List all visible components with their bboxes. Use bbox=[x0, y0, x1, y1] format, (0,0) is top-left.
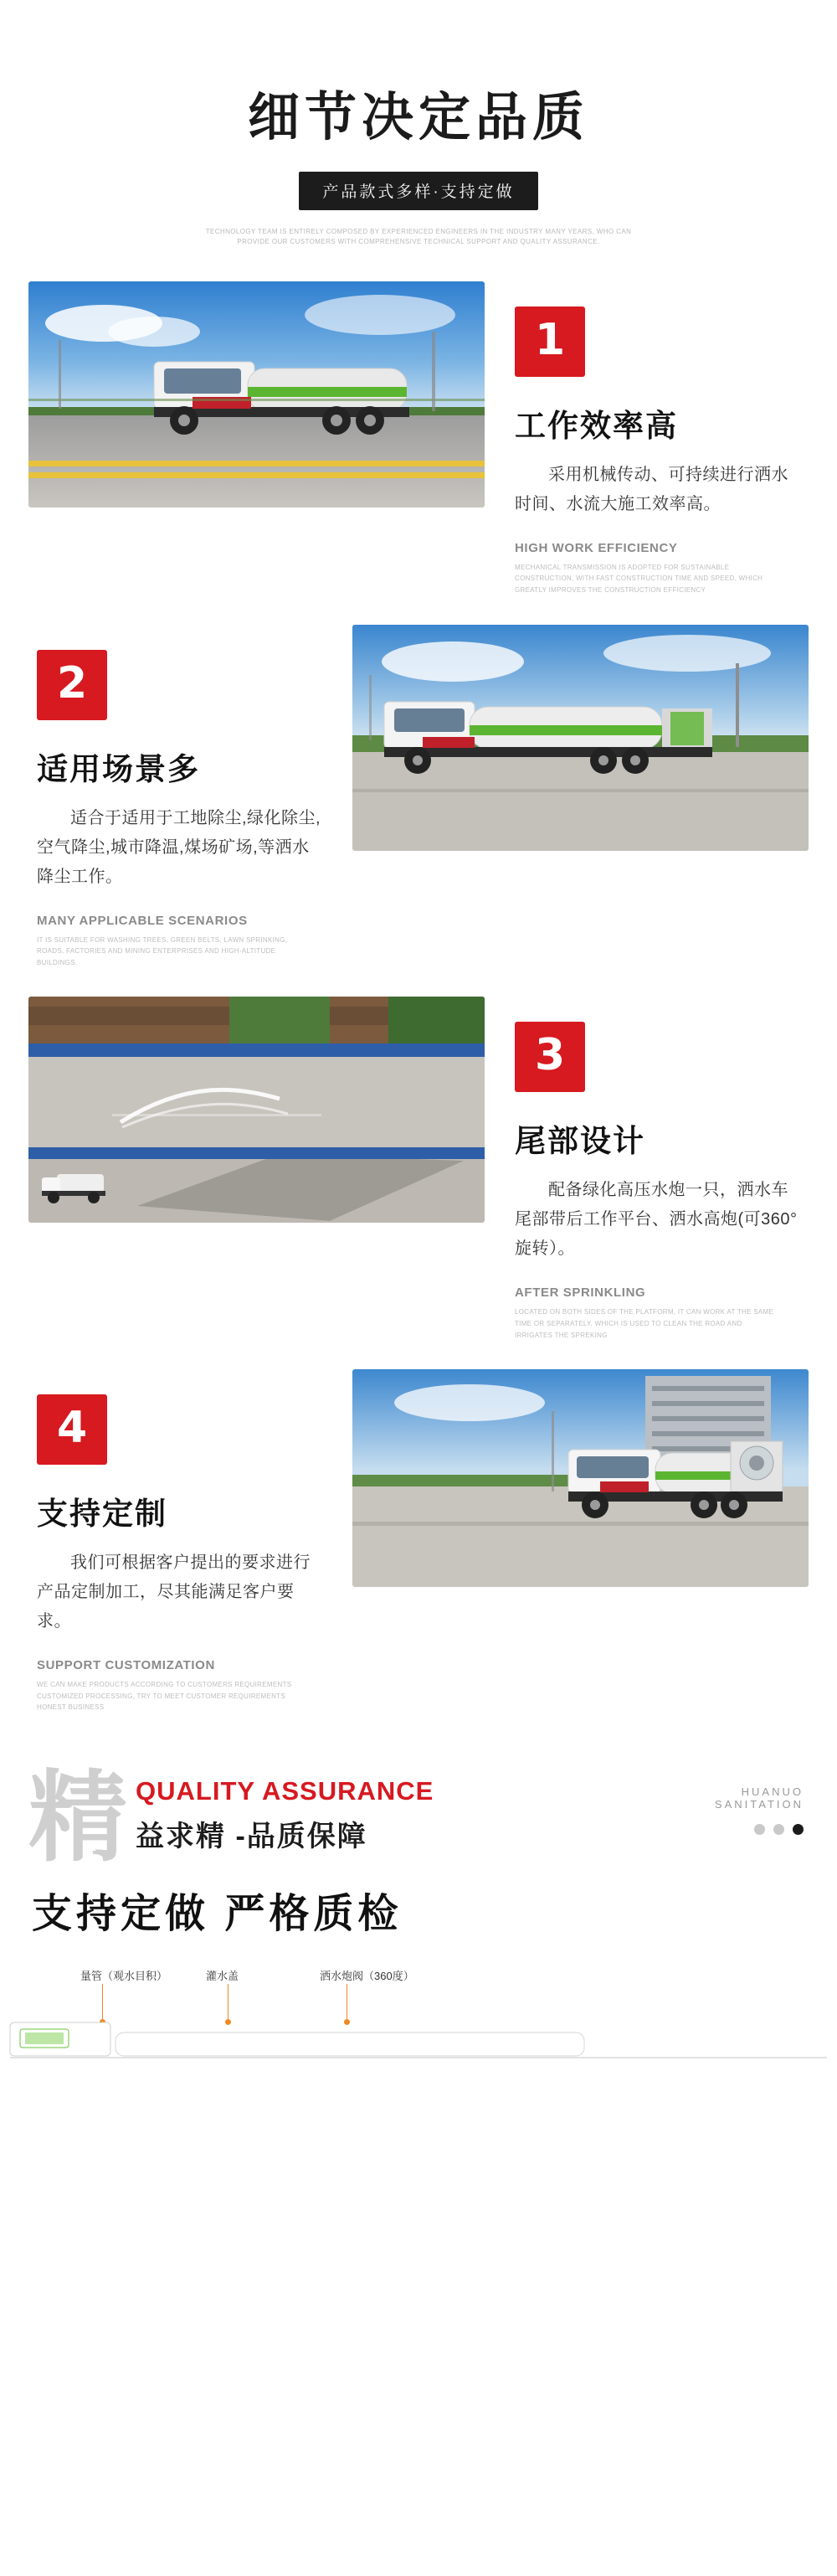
diagram-label-2: 灌水盖 bbox=[206, 1970, 239, 1983]
feature-number-1: 1 bbox=[515, 307, 585, 377]
feature-block-2 bbox=[0, 625, 837, 969]
feature-title-en-4: SUPPORT CUSTOMIZATION bbox=[37, 1658, 215, 1673]
feature-number-2: 2 bbox=[37, 650, 107, 720]
decorative-big-character: 精 bbox=[28, 1759, 128, 1875]
diagram-leader-2 bbox=[228, 1984, 229, 2022]
diagram-label-3: 洒水炮阀（360度） bbox=[320, 1970, 414, 1983]
feature-number-3: 3 bbox=[515, 1022, 585, 1092]
feature-image-1 bbox=[28, 281, 485, 507]
feature-text-1 bbox=[485, 281, 809, 596]
feature-block-4 bbox=[0, 1369, 837, 1713]
feature-title-2: 适用场景多 bbox=[37, 751, 200, 786]
component-diagram bbox=[0, 1967, 837, 2059]
carousel-dot-1[interactable] bbox=[754, 1824, 765, 1835]
feature-text-4 bbox=[28, 1369, 352, 1713]
brand-category: SANITATION bbox=[714, 1797, 804, 1811]
feature-title-en-2: MANY APPLICABLE SCENARIOS bbox=[37, 913, 248, 928]
page-header bbox=[0, 0, 837, 281]
carousel-dot-2[interactable] bbox=[773, 1824, 784, 1835]
feature-desc-4: 我们可根据客户提出的要求进行产品定制加工，尽其能满足客户要求。 bbox=[37, 1553, 311, 1631]
feature-title-4: 支持定制 bbox=[37, 1497, 167, 1532]
feature-block-3 bbox=[0, 997, 837, 1341]
feature-text-3 bbox=[485, 997, 809, 1341]
header-english-note: TECHNOLOGY TEAM IS ENTIRELY COMPOSED BY EXPERIENCED ENGINEERS IN THE INDUSTRY MANY YEARS, WHO CAN PROVIDE OUR CUSTOMERS WITH COMPREHENSIVE TECHNICAL SUPPORT AND QUALITY ASSURANCE. bbox=[205, 228, 632, 246]
quality-assurance-cn: 益求精 -品质保障 bbox=[136, 1821, 367, 1853]
feature-image-2 bbox=[352, 625, 809, 851]
feature-image-3 bbox=[28, 997, 485, 1223]
truck-line-drawing bbox=[8, 2021, 829, 2059]
brand-name: HUANUO bbox=[741, 1785, 804, 1798]
quality-banner bbox=[0, 1742, 837, 1939]
diagram-truck-outline bbox=[8, 2021, 829, 2059]
carousel-dots[interactable] bbox=[715, 1824, 804, 1835]
feature-number-4: 4 bbox=[37, 1394, 107, 1465]
diagram-leader-1 bbox=[102, 1984, 103, 2022]
diagram-labels bbox=[28, 1967, 809, 1996]
footer-slogan: 支持定做 严格质检 bbox=[32, 1892, 403, 1937]
feature-block-1 bbox=[0, 281, 837, 596]
water-truck-road-illustration bbox=[28, 281, 485, 507]
mist-cannon-truck-illustration bbox=[352, 1369, 809, 1587]
diagram-label-1: 量管（观水目积） bbox=[80, 1970, 168, 1983]
feature-title-1: 工作效率高 bbox=[515, 408, 678, 443]
feature-desc-en-1: MECHANICAL TRANSMISSION IS ADOPTED FOR SUSTAINABLE CONSTRUCTION, WITH FAST CONSTRUCTION TIME AND SPEED, WHICH GREATLY IMPROVES THE CONSTRUCTION EFFICIENCY bbox=[515, 563, 763, 594]
feature-image-4 bbox=[352, 1369, 809, 1587]
feature-text-2 bbox=[28, 625, 352, 969]
carousel-dot-3[interactable] bbox=[793, 1824, 804, 1835]
feature-desc-2: 适合于适用于工地除尘,绿化除尘,空气降尘,城市降温,煤场矿场,等洒水降尘工作。 bbox=[37, 808, 321, 886]
feature-title-en-3: AFTER SPRINKLING bbox=[515, 1285, 646, 1301]
brand-mark bbox=[715, 1785, 804, 1835]
feature-desc-en-4: WE CAN MAKE PRODUCTS ACCORDING TO CUSTOMERS REQUIREMENTS CUSTOMIZED PROCESSING, TRY TO MEET CUSTOMER REQUIREMENTS HONEST BUSINESS bbox=[37, 1681, 292, 1712]
page-title: 细节决定品质 bbox=[247, 86, 589, 147]
quality-assurance-en: QUALITY ASSURANCE bbox=[136, 1776, 434, 1806]
feature-desc-en-3: LOCATED ON BOTH SIDES OF THE PLATFORM, IT CAN WORK AT THE SAME TIME OR SEPARATELY, WHICH IS USED TO CLEAN THE ROAD AND IRRIGATES THE SPREKING bbox=[515, 1308, 774, 1339]
subtitle-pill: 产品款式多样·支持定做 bbox=[299, 172, 537, 210]
feature-desc-en-2: IT IS SUITABLE FOR WASHING TREES, GREEN BELTS, LAWN SPRINKING, ROADS, FACTORIES AND MINING ENTERPRISES AND HIGH-ALTITUDE BUILDINGS. bbox=[37, 935, 288, 966]
feature-title-en-1: HIGH WORK EFFICIENCY bbox=[515, 540, 678, 555]
feature-title-3: 尾部设计 bbox=[515, 1124, 645, 1159]
feature-desc-1: 采用机械传动、可持续进行洒水时间、水流大施工效率高。 bbox=[515, 465, 788, 513]
water-truck-site-illustration bbox=[352, 625, 809, 851]
feature-desc-3: 配备绿化高压水炮一只，洒水车尾部带后工作平台、洒水高炮(可360°旋转）。 bbox=[515, 1181, 798, 1259]
aerial-spraying-illustration bbox=[28, 997, 485, 1223]
